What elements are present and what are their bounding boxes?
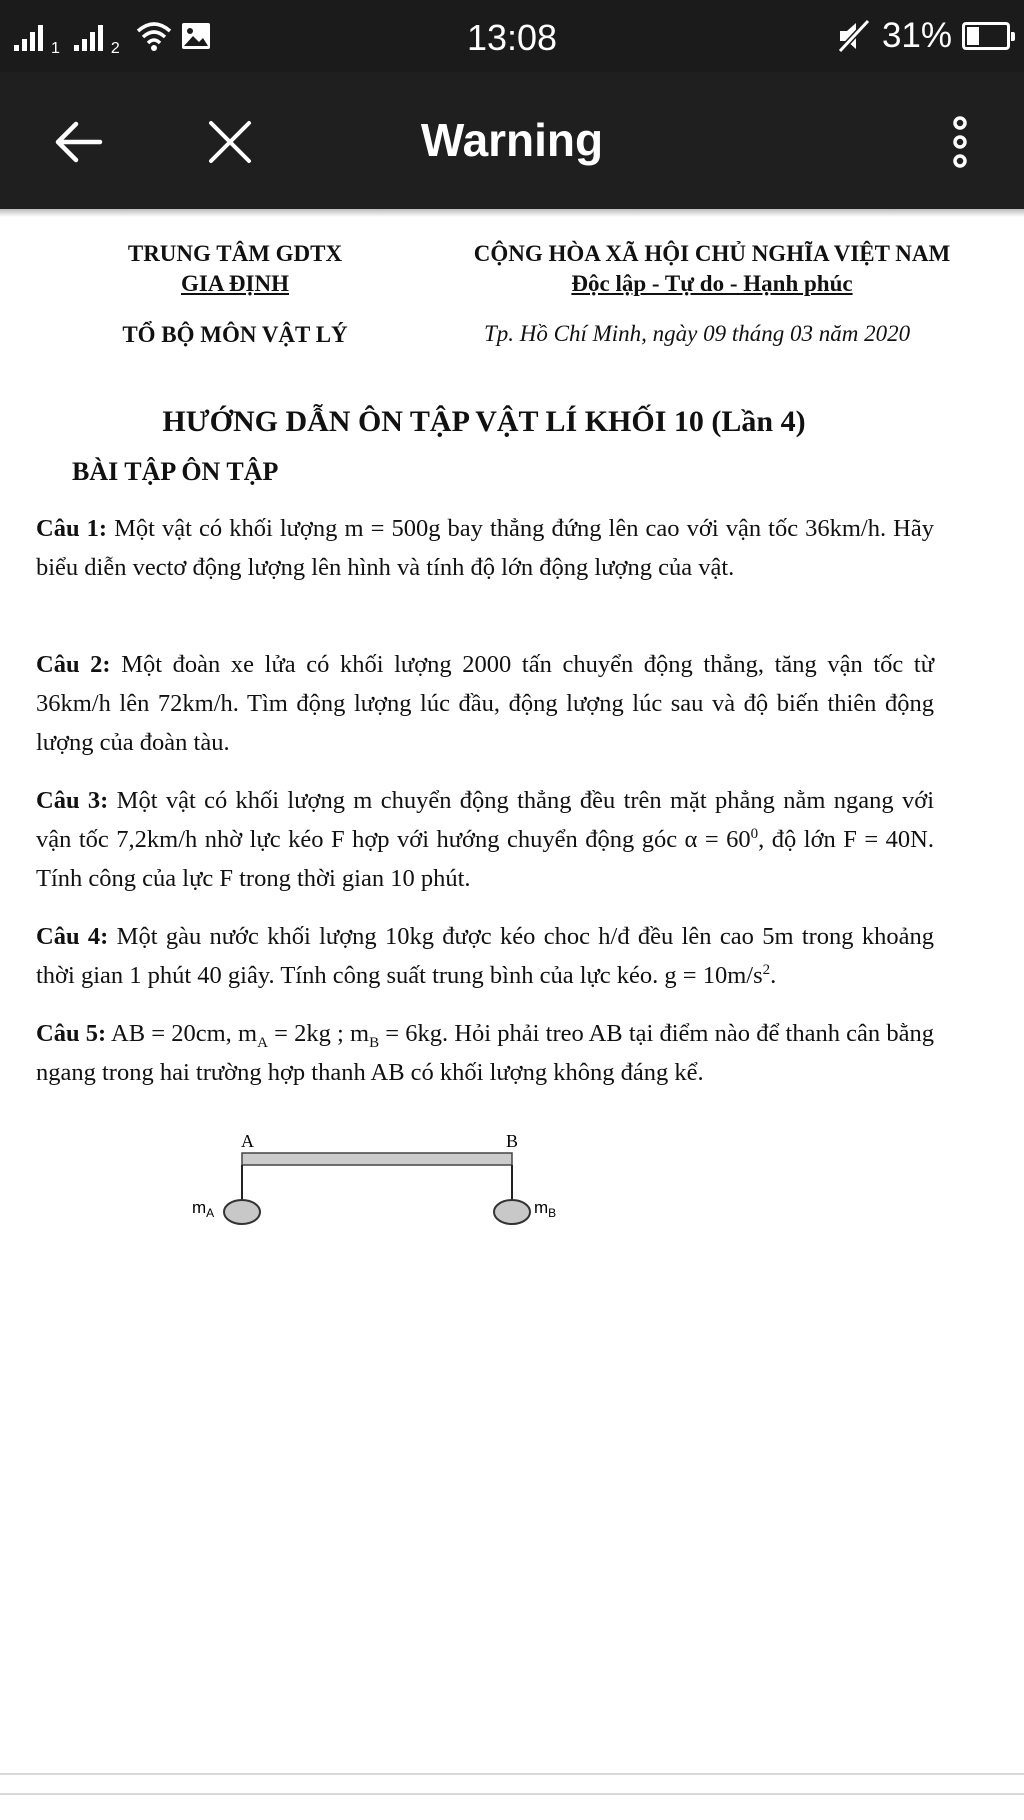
mass-a-label: $m_A$ bbox=[192, 1198, 215, 1220]
rod-ab bbox=[242, 1153, 512, 1165]
app-toolbar bbox=[0, 72, 1024, 209]
mass-b-shape bbox=[494, 1200, 530, 1224]
superscript: 2 bbox=[762, 961, 771, 978]
sim1-label: 1 bbox=[51, 40, 60, 57]
diagram-label-a: A bbox=[241, 1131, 254, 1151]
national-header bbox=[452, 239, 972, 299]
clock: 13:08 bbox=[466, 17, 558, 58]
subscript: A bbox=[257, 1034, 268, 1051]
school-header bbox=[100, 239, 370, 299]
page-title: Warning bbox=[420, 114, 604, 166]
question-2 bbox=[36, 645, 934, 762]
status-right bbox=[836, 14, 1010, 58]
date-line: Tp. Hồ Chí Minh, ngày 09 tháng 03 năm 2020 bbox=[484, 321, 911, 346]
question-1 bbox=[36, 509, 934, 587]
mass-b-label: $m_B$ bbox=[534, 1198, 557, 1220]
question-3 bbox=[36, 781, 934, 898]
question-text: AB = 20cm, m bbox=[111, 1020, 258, 1047]
status-bar bbox=[0, 0, 1024, 72]
question-text: = 2kg ; m bbox=[267, 1020, 370, 1047]
mute-icon bbox=[836, 19, 872, 53]
battery-percentage: 31% bbox=[881, 16, 952, 55]
battery-icon bbox=[962, 22, 1010, 50]
country-name: CỘNG HÒA XÃ HỘI CHỦ NGHĨA VIỆT NAM bbox=[473, 241, 951, 266]
more-vert-icon bbox=[950, 115, 970, 169]
subscript: B bbox=[369, 1034, 380, 1051]
page-divider bbox=[0, 1773, 1024, 1775]
school-name: TRUNG TÂM GDTX bbox=[127, 241, 343, 266]
question-text-cont: . bbox=[770, 962, 777, 989]
question-text-cont: , độ lớn F = 40N. Tính công của lực F trong thời gian 10 phút. bbox=[36, 826, 934, 892]
battery-fill bbox=[967, 27, 979, 45]
question-label: Câu 3: bbox=[36, 787, 109, 814]
question-label: Câu 1: bbox=[36, 515, 108, 542]
more-options-button[interactable] bbox=[930, 112, 990, 172]
section-heading: BÀI TẬP ÔN TẬP bbox=[72, 457, 279, 486]
toolbar-shadow bbox=[0, 209, 1024, 217]
diagram-label-b: B bbox=[506, 1131, 519, 1151]
question-text: Một vật có khối lượng m = 500g bay thẳng đứng lên cao với vận tốc 36km/h. Hãy biểu diễn vectơ động lượng lên hình và tính độ lớn động lượng của vật. bbox=[36, 515, 935, 581]
question-label: Câu 2: bbox=[36, 651, 111, 678]
motto: Độc lập - Tự do - Hạnh phúc bbox=[571, 271, 853, 296]
question-label: Câu 4: bbox=[36, 923, 109, 950]
question-label: Câu 5: bbox=[36, 1020, 107, 1047]
lever-diagram bbox=[186, 1125, 576, 1235]
department-name: TỔ BỘ MÔN VẬT LÝ bbox=[122, 322, 348, 347]
question-text: Một đoàn xe lửa có khối lượng 2000 tấn chuyển động thẳng, tăng vận tốc từ 36km/h lên 72km/h. Tìm động lượng lúc đầu, động lượng lúc sau và độ biến thiên động lượng của đoàn tàu. bbox=[36, 651, 934, 756]
question-text: = 6kg. Hỏi phải treo AB tại điểm nào để thanh cân bằng ngang trong hai trường hợp thanh AB có khối lượng không đáng kể. bbox=[36, 1020, 934, 1086]
superscript: 0 bbox=[750, 825, 759, 842]
question-5 bbox=[36, 1014, 934, 1092]
question-4 bbox=[36, 917, 934, 995]
question-text: Một gàu nước khối lượng 10kg được kéo choc h/đ đều lên cao 5m trong khoảng thời gian 1 phút 40 giây. Tính công suất trung bình của lực kéo. g = 10m/s bbox=[36, 923, 935, 989]
document-title: HƯỚNG DẪN ÔN TẬP VẬT LÍ KHỐI 10 (Lần 4) bbox=[162, 405, 806, 438]
page-divider bbox=[0, 1793, 1024, 1795]
mass-a-shape bbox=[224, 1200, 260, 1224]
sim2-label: 2 bbox=[110, 40, 120, 57]
school-branch: GIA ĐỊNH bbox=[181, 271, 289, 296]
question-text: Một vật có khối lượng m chuyển động thẳng đều trên mặt phẳng nằm ngang với vận tốc 7,2km/h nhờ lực kéo F hợp với hướng chuyển động góc α = 60 bbox=[36, 787, 934, 853]
